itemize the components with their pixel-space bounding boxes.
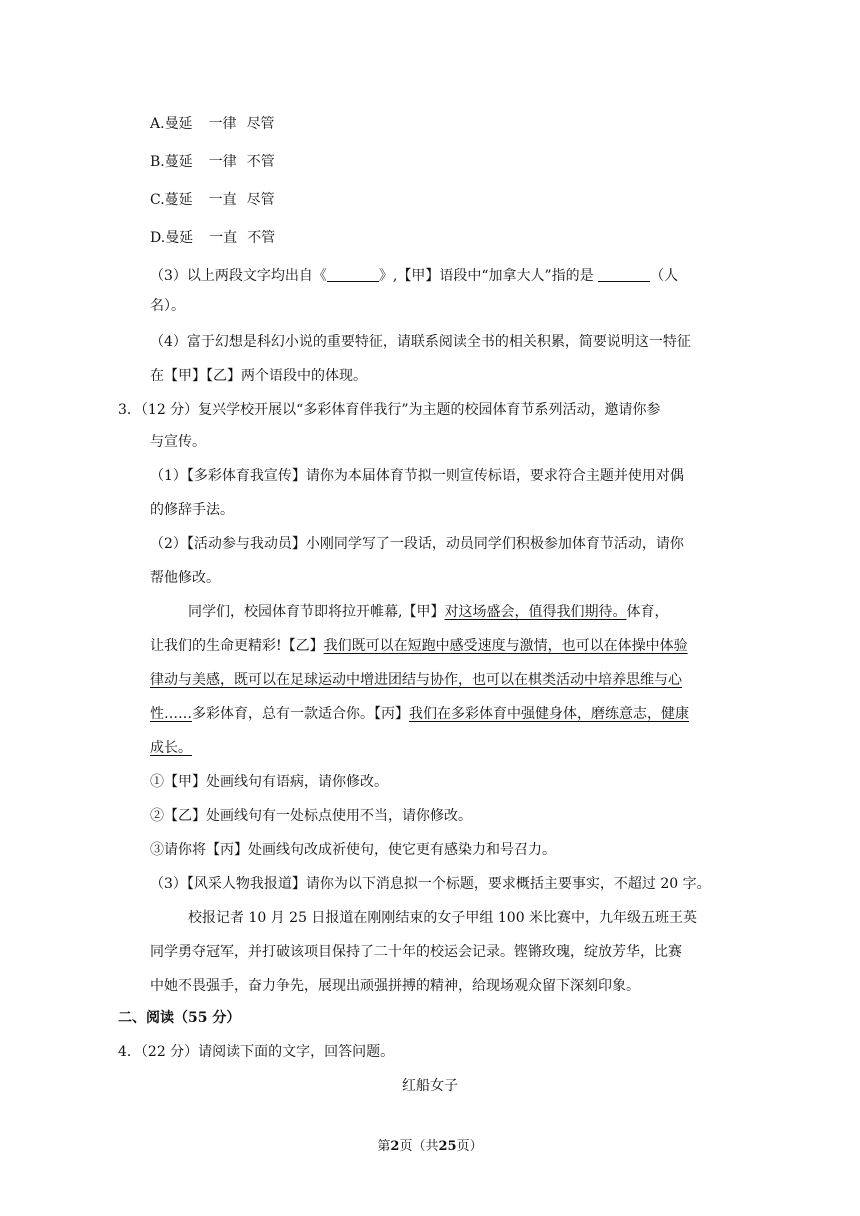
sub-question-4: （4）富于幻想是科幻小说的重要特征，请联系阅读全书的相关积累，简要说明这一特征 [150, 334, 691, 350]
q3-sub-1: （1）【多彩体育我宣传】请你为本届体育节拟一则宣传标语，要求符合主题并使用对偶 [150, 468, 684, 484]
sub-question-3: （3）以上两段文字均出自《 》,【甲】语段中“加拿大人”指的是 （人 [150, 268, 679, 284]
underlined-sentence-yi: 我们既可以在短跑中感受速度与激情，也可以在体操中体验 [323, 638, 688, 654]
question-3-head-cont: 与宣传。 [150, 434, 206, 450]
question-3-head: 3．（12 分）复兴学校开展以“多彩体育伴我行”为主题的校园体育节系列活动，邀请你参 [118, 402, 661, 418]
q3-sub-1-cont: 的修辞手法。 [150, 502, 234, 518]
news-line-2: 同学勇夺冠军，并打破该项目保持了二十年的校运会记录。铿锵玫瑰，绽放芳华，比赛 [150, 944, 682, 960]
underlined-sentence-jia: 对这场盛会，值得我们期待。 [444, 604, 627, 620]
q3-sub-2-cont: 帮他修改。 [150, 570, 220, 586]
option-d: D.曼延 一直 不管 [150, 230, 276, 246]
news-line-3: 中她不畏强手，奋力争先，展现出顽强拼搏的精神，给现场观众留下深刻印象。 [150, 978, 640, 994]
question-4-head: 4．（22 分）请阅读下面的文字，回答问题。 [118, 1044, 395, 1060]
option-b: B.蔓延 一律 不管 [150, 154, 275, 170]
task-1: ①【甲】处画线句有语病，请你修改。 [150, 774, 388, 790]
answer-blank[interactable] [327, 267, 379, 282]
passage-line-4: 性……多彩体育，总有一款适合你。【丙】我们在多彩体育中强健身体，磨练意志，健康 [150, 706, 689, 722]
passage-line-5: 成长。 [150, 740, 192, 756]
q3-sub-3: （3）【风采人物我报道】请你为以下消息拟一个标题，要求概括主要事实，不超过 20 字。 [150, 876, 711, 892]
sub-question-4-cont: 在【甲】【乙】两个语段中的体现。 [150, 368, 367, 384]
task-3: ③请你将【丙】处画线句改成祈使句，使它更有感染力和号召力。 [150, 842, 556, 858]
underlined-sentence-bing: 我们在多彩体育中强健身体，磨练意志，健康 [409, 706, 689, 722]
sub-question-3-cont: 名）。 [150, 298, 185, 314]
task-2: ②【乙】处画线句有一处标点使用不当，请你修改。 [150, 808, 472, 824]
option-c: C.蔓延 一直 尽管 [150, 192, 275, 208]
page-number: 2 [390, 1139, 400, 1154]
option-a: A.曼延 一律 尽管 [150, 116, 275, 132]
passage-line-1: 同学们，校园体育节即将拉开帷幕,【甲】对这场盛会，值得我们期待。体育， [188, 604, 669, 620]
passage-line-2: 让我们的生命更精彩!【乙】我们既可以在短跑中感受速度与激情，也可以在体操中体验 [150, 638, 688, 654]
page-total: 25 [438, 1139, 457, 1154]
news-line-1: 校报记者 10 月 25 日报道在刚刚结束的女子甲组 100 米比赛中，九年级五班王英 [188, 910, 698, 926]
q3-sub-2: （2）【活动参与我动员】小刚同学写了一段话，动员同学们积极参加体育节活动，请你 [150, 536, 684, 552]
passage-title: 红船女子 [402, 1078, 458, 1094]
page-footer: 第2页（共25页） [377, 1139, 483, 1154]
section-heading: 二、阅读（55 分） [118, 1010, 241, 1026]
passage-line-3: 律动与美感，既可以在足球运动中增进团结与协作，也可以在棋类活动中培养思维与心 [150, 672, 682, 688]
answer-blank[interactable] [598, 267, 650, 282]
